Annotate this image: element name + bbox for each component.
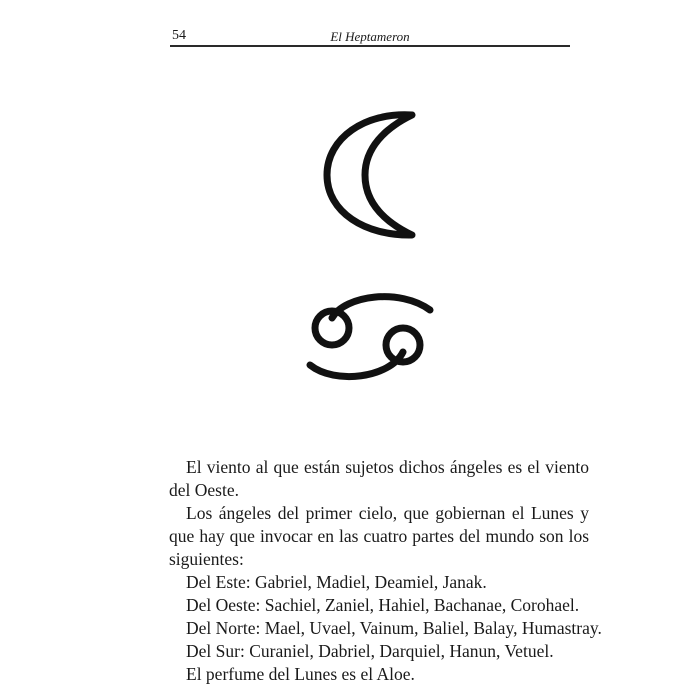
moon-crescent-icon xyxy=(315,108,425,240)
angels-east-line: Del Este: Gabriel, Madiel, Deamiel, Janak. xyxy=(186,572,487,592)
perfume-line: El perfume del Lunes es el Aloe. xyxy=(186,664,415,684)
cancer-zodiac-icon xyxy=(300,290,435,385)
angels-south-line: Del Sur: Curaniel, Dabriel, Darquiel, Hanun, Vetuel. xyxy=(186,641,554,661)
header-rule xyxy=(170,45,570,47)
running-title: El Heptameron xyxy=(330,29,410,44)
page-number: 54 xyxy=(172,28,186,43)
body-text xyxy=(169,456,602,686)
angels-north-line: Del Norte: Mael, Uvael, Vainum, Baliel, Balay, Humastray. xyxy=(186,618,602,638)
paragraph-wind: El viento al que están sujetos dichos ángeles es el viento del Oeste. xyxy=(169,457,589,500)
paragraph-angels-intro: Los ángeles del primer cielo, que gobiernan el Lunes y que hay que invocar en las cuatro partes del mundo son los siguientes: xyxy=(169,503,589,569)
angels-west-line: Del Oeste: Sachiel, Zaniel, Hahiel, Bachanae, Corohael. xyxy=(186,595,580,615)
